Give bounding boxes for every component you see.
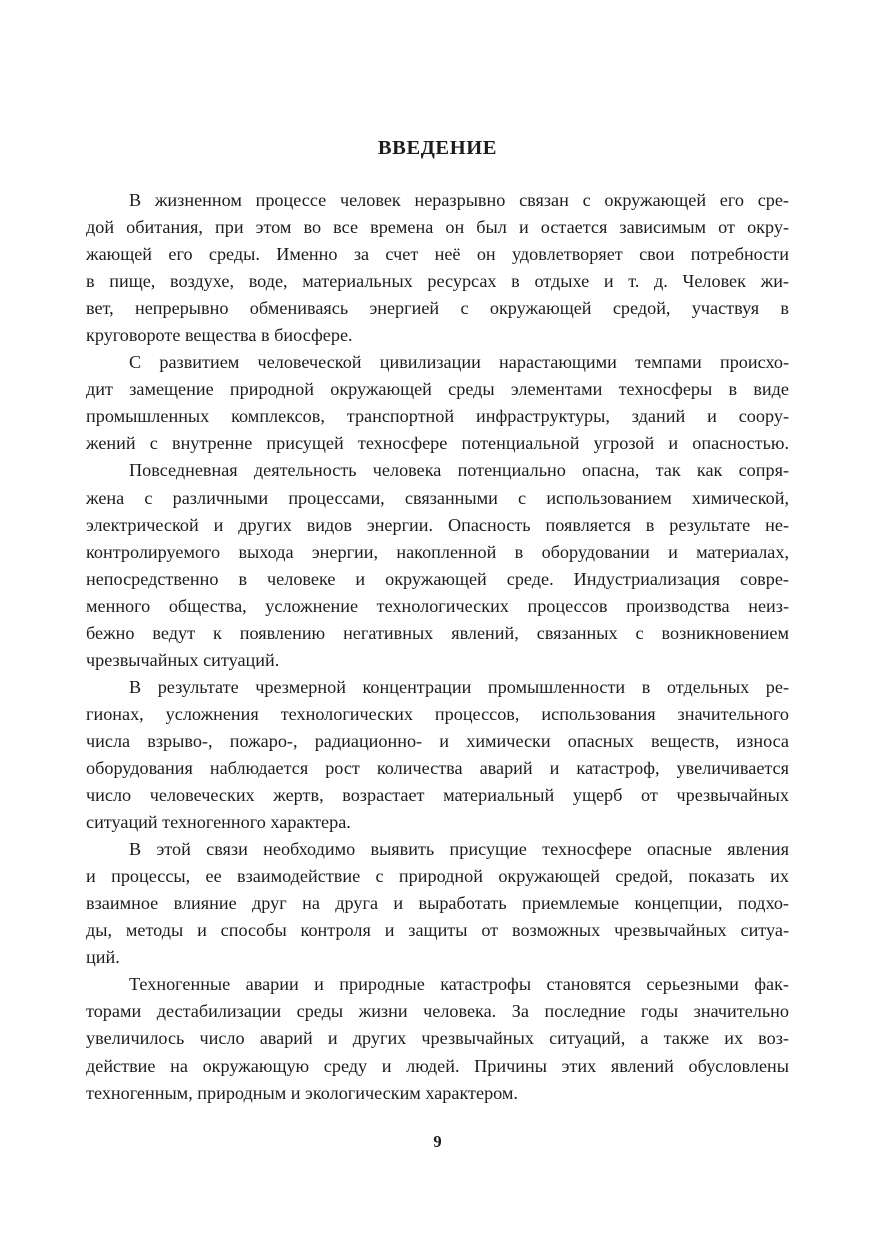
text-line: Техногенные аварии и природные катастрофы становятся серьезными фак- (129, 974, 789, 995)
paragraph (86, 971, 789, 1106)
text-line: непосредственно в человеке и окружающей среде. Индустриализация совре- (86, 568, 789, 589)
text-line: гионах, усложнения технологических процессов, использования значительного (86, 703, 789, 724)
text-line: числа взрыво-, пожаро-, радиационно- и химически опасных веществ, износа (86, 730, 789, 751)
text-line: бежно ведут к появлению негативных явлений, связанных с возникновением (86, 622, 789, 643)
paragraph (86, 836, 789, 971)
page-title: ВВЕДЕНИЕ (377, 137, 498, 159)
text-line: В результате чрезмерной концентрации промышленности в отдельных ре- (129, 676, 789, 697)
text-line: С развитием человеческой цивилизации нарастающими темпами происхо- (129, 352, 789, 373)
text-line: жена с различными процессами, связанными с использованием химической, (86, 487, 789, 508)
text-line: взаимное влияние друг на друга и выработать приемлемые концепции, подхо- (86, 893, 789, 914)
text-line: число человеческих жертв, возрастает материальный ущерб от чрезвычайных (86, 785, 789, 806)
text-line: В жизненном процессе человек неразрывно связан с окружающей его сре- (129, 190, 789, 210)
text-line: оборудования наблюдается рост количества аварий и катастроф, увеличивается (86, 757, 789, 778)
text-line: вет, непрерывно обмениваясь энергией с окружающей средой, участвуя в (86, 298, 789, 319)
text-line: действие на окружающую среду и людей. Причины этих явлений обусловлены (86, 1055, 789, 1076)
paragraph (86, 457, 789, 673)
paragraph (86, 187, 789, 349)
text-line: электрической и других видов энергии. Опасность появляется в результате не- (86, 514, 789, 535)
text-line: промышленных комплексов, транспортной инфраструктуры, зданий и соору- (86, 406, 789, 427)
body-text (86, 187, 789, 1107)
paragraph (86, 674, 789, 836)
text-line: и процессы, ее взаимодействие с природной окружающей средой, показать их (86, 866, 789, 887)
text-line: ситуаций техногенного характера. (86, 812, 351, 833)
text-line: жающей его среды. Именно за счет неё он удовлетворяет свои потребности (86, 244, 789, 265)
text-line: круговороте вещества в биосфере. (86, 325, 353, 346)
text-line: чрезвычайных ситуаций. (86, 649, 280, 670)
paragraph (86, 349, 789, 457)
text-line: В этой связи необходимо выявить присущие техносфере опасные явления (129, 839, 789, 860)
text-line: увеличилось число аварий и других чрезвычайных ситуаций, а также их воз- (86, 1028, 789, 1049)
text-line: менного общества, усложнение технологических процессов производства неиз- (86, 595, 789, 616)
text-line: торами дестабилизации среды жизни человека. За последние годы значительно (86, 1001, 789, 1022)
text-line: техногенным, природным и экологическим характером. (86, 1082, 518, 1103)
text-line: дой обитания, при этом во все времена он был и остается зависимым от окру- (86, 217, 789, 238)
text-line: дит замещение природной окружающей среды элементами техносферы в виде (86, 379, 789, 400)
text-line: жений с внутренне присущей техносфере потенциальной угрозой и опасностью. (86, 433, 789, 454)
text-line: в пище, воздухе, воде, материальных ресурсах в отдыхе и т. д. Человек жи- (86, 271, 789, 292)
text-line: ды, методы и способы контроля и защиты от возможных чрезвычайных ситуа- (86, 920, 789, 941)
page-number: 9 (433, 1132, 442, 1151)
text-line: ций. (86, 947, 120, 968)
text-line: Повседневная деятельность человека потенциально опасна, так как сопря- (129, 460, 789, 481)
text-line: контролируемого выхода энергии, накопленной в оборудовании и материалах, (86, 541, 789, 562)
